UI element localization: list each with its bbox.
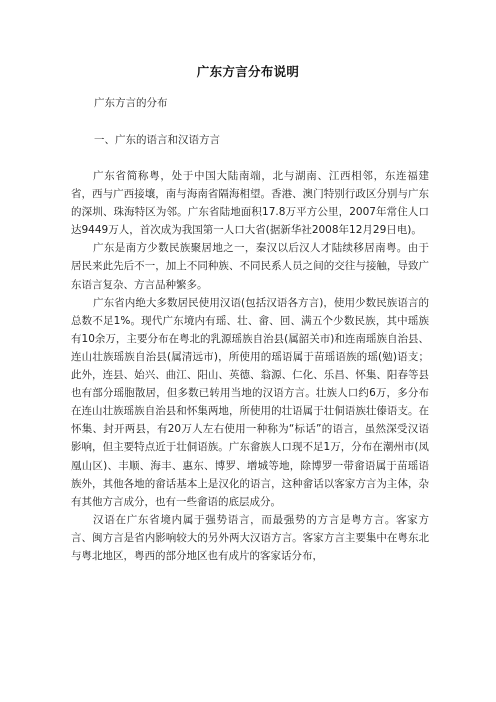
paragraph: 汉语在广东省境内属于强势语言，而最强势的方言是粤方言。客家方言、闽方言是省内影响较大的另外两大汉语方言。客家方言主要集中在粤东北与粤北地区，粤西的部分地区也有成片的客家话分布， <box>71 513 429 562</box>
subsection-heading: 一、广东的语言和汉语方言 <box>94 134 220 146</box>
paragraph: 广东省内绝大多数居民使用汉语(包括汉语各方言)，使用少数民族语言的总数不足1%。现代广东境内有瑶、壮、畲、回、满五个少数民族，其中瑶族有10余万，主要分布在粤北的乳源瑶族自治县(属韶关市)和连南瑶族自治县、连山壮族瑶族自治县(属清远市)，所使用的瑶语属于苗瑶语族的瑶(勉)语支；此外，连县、始兴、曲江、阳山、英德、翁源、仁化、乐昌、怀集、阳春等县也有部分瑶胞散居，但多数已转用当地的汉语方言。壮族人口约6万，多分布在连山壮族瑶族自治县和怀集两地，所使用的壮语属于壮侗语族壮傣语支。在怀集、封开两县，有20万人左右使用一种称为“标话”的语言，虽然深受汉语影响，但主要特点近于壮侗语族。广东畲族人口现不足1万，分布在潮州市(凤凰山区)、丰顺、海丰、惠东、博罗、增城等地，除博罗一带畲语属于苗瑶语族外，其他各地的畲话基本上是汉化的语言，这种畲话以客家方言为主体，杂有其他方言成分，也有一些畲语的底层成分。 <box>71 296 429 508</box>
section-heading: 广东方言的分布 <box>94 97 168 109</box>
document-title: 广东方言分布说明 <box>196 64 300 79</box>
paragraph: 广东是南方少数民族聚居地之一，秦汉以后汉人才陆续移居南粤。由于居民来此先后不一，加上不同种族、不同民系人员之间的交往与接触，导致广东语言复杂、方言品种繁多。 <box>71 242 429 291</box>
paragraph: 广东省简称粤，处于中国大陆南端，北与湖南、江西相邻，东连福建省，西与广西接壤，南与海南省隔海相望。香港、澳门特别行政区分别与广东的深圳、珠海特区为邻。广东省陆地面积17.8万平方公里，2007年常住人口达9449万人，首次成为我国第一人口大省(据新华社2008年12月29日电)。 <box>71 170 429 237</box>
document-body <box>71 167 429 565</box>
